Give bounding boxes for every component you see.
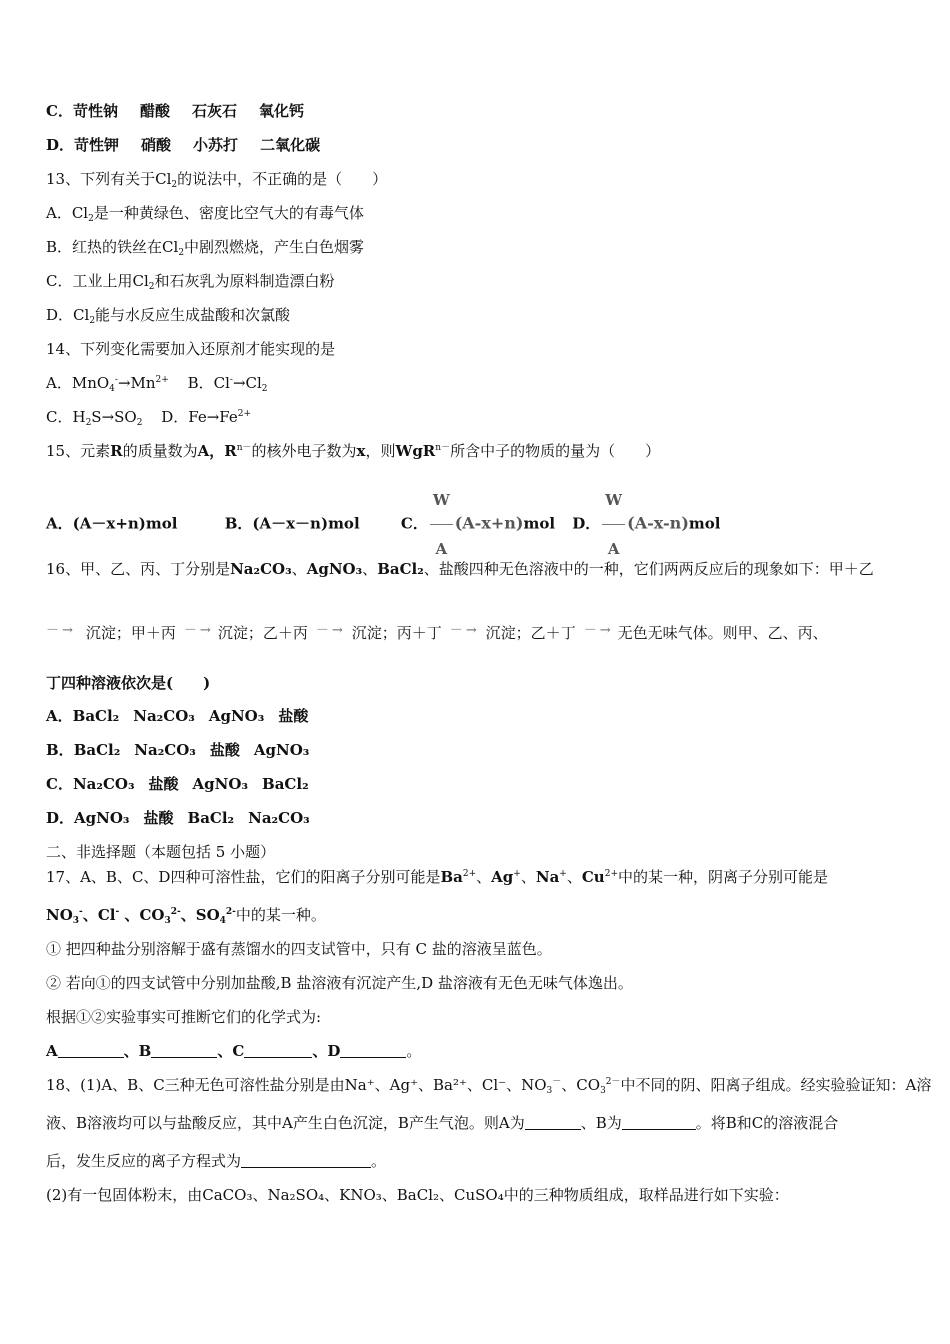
q17-answer-blanks: A 、B 、C 、D 。	[46, 1042, 422, 1060]
q17-line2: $NO_3^-$、Cl- 、$CO_3^{2-}$、$SO_4^{2-}$中的某一种。	[46, 906, 326, 926]
answer-blank-b[interactable]	[622, 1115, 696, 1130]
answer-blank-d[interactable]	[340, 1043, 406, 1058]
fraction-w-over-a: $\frac{W}{A}$	[430, 478, 453, 571]
q16-line1: 16、甲、乙、丙、丁分别是Na₂CO₃、AgNO₃、BaCl₂、盐酸四种无色溶液中的一种，它们两两反应后的现象如下：甲＋乙	[46, 560, 874, 578]
fraction-w-over-a: $\frac{W}{A}$	[602, 478, 625, 571]
answer-blank-c[interactable]	[244, 1043, 312, 1058]
q16-option-c: C．Na₂CO₃ 盐酸 AgNO₃ BaCl₂	[46, 775, 309, 793]
q14-options-cd: C．$H_2S\to SO_2$ D．$Fe\to Fe^{2+}$	[46, 408, 252, 428]
q13-option-b: B．红热的铁丝在$Cl_2$中剧烈燃烧，产生白色烟雾	[46, 238, 365, 258]
q17-line3: ① 把四种盐分别溶解于盛有蒸馏水的四支试管中，只有 C 盐的溶液呈蓝色。	[46, 940, 552, 958]
q14-options-ab: A．$MnO_4^-\to Mn^{2+}$ B．$Cl^-\to Cl_2$	[46, 374, 268, 394]
q14-stem: 14、下列变化需要加入还原剂才能实现的是	[46, 340, 336, 358]
q18-line4: (2)有一包固体粉末，由CaCO₃、Na₂SO₄、KNO₃、BaCl₂、CuSO₄中的三种物质组成，取样品进行如下实验：	[46, 1186, 789, 1204]
q13-option-a: A．$Cl_2$是一种黄绿色、密度比空气大的有毒气体	[46, 204, 364, 224]
q12-option-d: D．苛性钾 硝酸 小苏打 二氧化碳	[46, 136, 321, 154]
q16-line2: －→ 沉淀；甲＋丙 －→ 沉淀；乙＋丙 －→ 沉淀；丙＋丁 －→ 沉淀；乙＋丁 －→ 无色无味气体。则甲、乙、丙、	[46, 623, 828, 642]
section-heading: 二、非选择题（本题包括 5 小题）	[46, 843, 276, 861]
q13-option-c: C．工业上用$Cl_2$和石灰乳为原料制造漂白粉	[46, 272, 335, 292]
q16-line3: 丁四种溶液依次是( )	[46, 674, 211, 692]
q17-line4: ② 若向①的四支试管中分别加盐酸,B 盐溶液有沉淀产生,D 盐溶液有无色无味气体逸出。	[46, 974, 633, 992]
q13-stem: 13、下列有关于$Cl_2$的说法中，不正确的是（ ）	[46, 170, 388, 190]
q17-line5: 根据①②实验事实可推断它们的化学式为:	[46, 1008, 322, 1026]
answer-blank-a[interactable]	[58, 1043, 124, 1058]
q16-option-a: A．BaCl₂ Na₂CO₃ AgNO₃ 盐酸	[46, 707, 309, 725]
q18-line3: 后，发生反应的离子方程式为 。	[46, 1152, 387, 1170]
q16-option-d: D．AgNO₃ 盐酸 BaCl₂ Na₂CO₃	[46, 809, 310, 827]
answer-blank-a[interactable]	[525, 1115, 581, 1130]
q12-option-c: C．苛性钠 醋酸 石灰石 氧化钙	[46, 102, 305, 120]
q18-line2: 液、B溶液均可以与盐酸反应，其中A产生白色沉淀，B产生气泡。则A为 、B为 。将B和C的溶液混合	[46, 1114, 839, 1132]
answer-blank-equation[interactable]	[241, 1153, 371, 1168]
q15-stem: 15、元素R的质量数为A，$R^{n-}$的核外电子数为x，则WgR$^{n-}$所含中子的物质的量为（ ）	[46, 442, 661, 460]
q18-line1: 18、(1)A、B、C三种无色可溶性盐分别是由Na⁺、Ag⁺、Ba²⁺、Cl⁻、$NO_3^-$、$CO_3^{2-}$中不同的阴、阳离子组成。经实验验证知：A溶	[46, 1076, 932, 1096]
q13-option-d: D．$Cl_2$能与水反应生成盐酸和次氯酸	[46, 306, 291, 326]
answer-blank-b[interactable]	[151, 1043, 217, 1058]
q16-option-b: B．BaCl₂ Na₂CO₃ 盐酸 AgNO₃	[46, 741, 310, 759]
q15-options: A．(A－x+n)mol B．(A－x－n)mol C． $\frac{W}{A}$ (A-x+n)mol D． $\frac{W}{A}$ (A-x-n)mol	[46, 478, 720, 522]
q17-line1: 17、A、B、C、D四种可溶性盐，它们的阳离子分别可能是$Ba^{2+}$、Ag+、Na+、$Cu^{2+}$中的某一种，阴离子分别可能是	[46, 868, 829, 886]
